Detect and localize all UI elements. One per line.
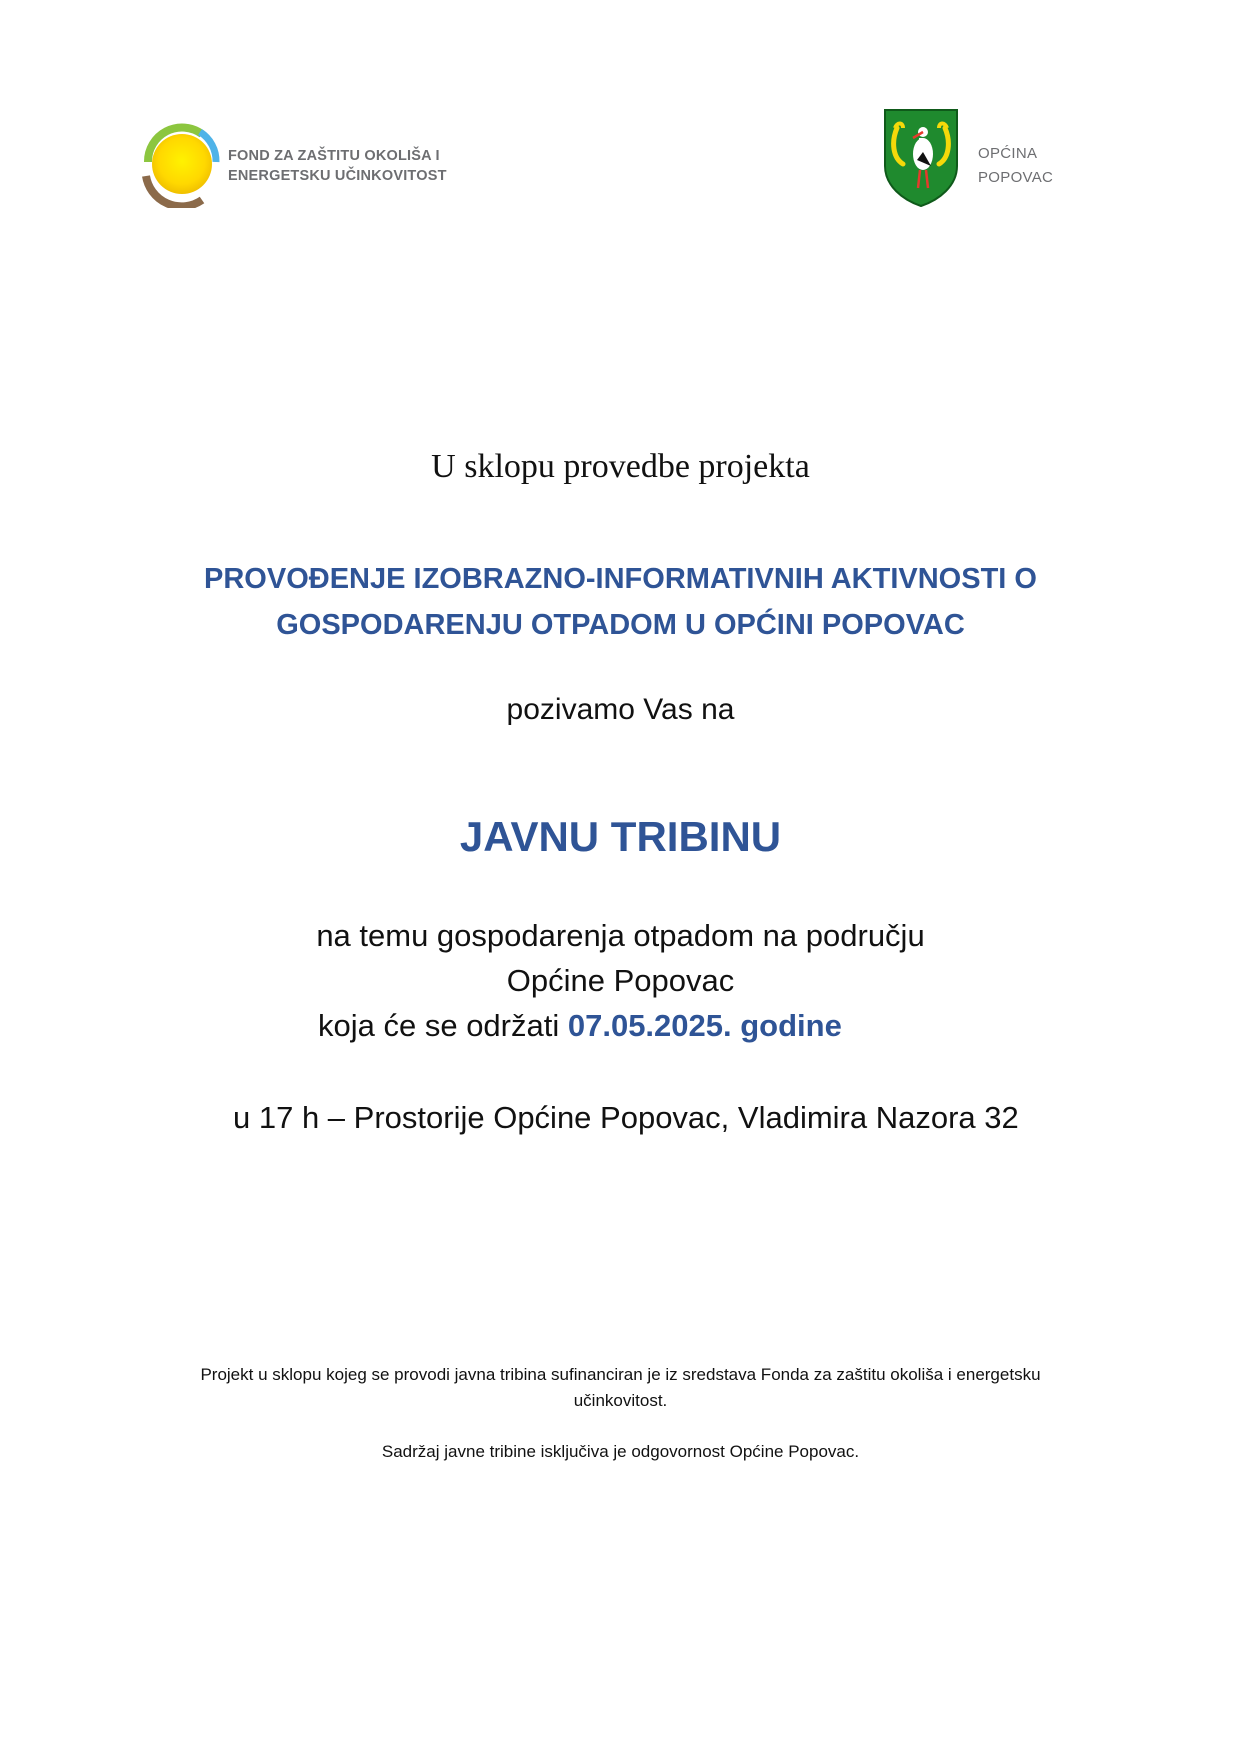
event-location: u 17 h – Prostorije Općine Popovac, Vladimira Nazora 32 <box>233 1100 1019 1135</box>
municipality-line1: OPĆINA <box>978 145 1038 162</box>
municipality-name <box>978 142 1053 190</box>
stork-crest-icon <box>883 108 959 208</box>
event-date: 07.05.2025. godine <box>567 1008 842 1043</box>
fund-logo-text <box>228 146 447 186</box>
funding-note <box>0 1362 1241 1414</box>
topic-line1: na temu gospodarenja otpadom na području <box>316 918 925 953</box>
intro-text: U sklopu provedbe projekta <box>431 448 810 485</box>
municipality-line2: POPOVAC <box>978 169 1054 186</box>
topic-line2: Općine Popovac <box>506 963 735 998</box>
date-line <box>318 1003 842 1048</box>
invite-text: pozivamo Vas na <box>506 693 735 726</box>
disclaimer-note: Sadržaj javne tribine isključiva je odgovornost Općine Popovac. <box>381 1442 860 1461</box>
date-prefix: koja će se održati <box>318 1008 568 1043</box>
funding-note-line1: Projekt u sklopu kojeg se provodi javna tribina sufinanciran je iz sredstava Fonda za zaštitu okoliša i energetsku <box>200 1365 1041 1384</box>
fund-logo-line2: ENERGETSKU UČINKOVITOST <box>228 168 447 184</box>
project-title <box>0 556 1241 648</box>
project-title-line2: GOSPODARENJU OTPADOM U OPĆINI POPOVAC <box>276 609 965 641</box>
municipality-crest <box>883 108 959 208</box>
fund-logo-line1: FOND ZA ZAŠTITU OKOLIŠA I <box>228 148 440 164</box>
fund-logo <box>140 122 460 212</box>
project-title-line1: PROVOĐENJE IZOBRAZNO-INFORMATIVNIH AKTIVNOSTI O <box>204 563 1037 595</box>
funding-note-line2: učinkovitost. <box>573 1391 668 1410</box>
event-title: JAVNU TRIBINU <box>459 813 782 860</box>
topic-text <box>0 913 1241 1003</box>
fund-sun-logo-icon <box>140 122 220 208</box>
